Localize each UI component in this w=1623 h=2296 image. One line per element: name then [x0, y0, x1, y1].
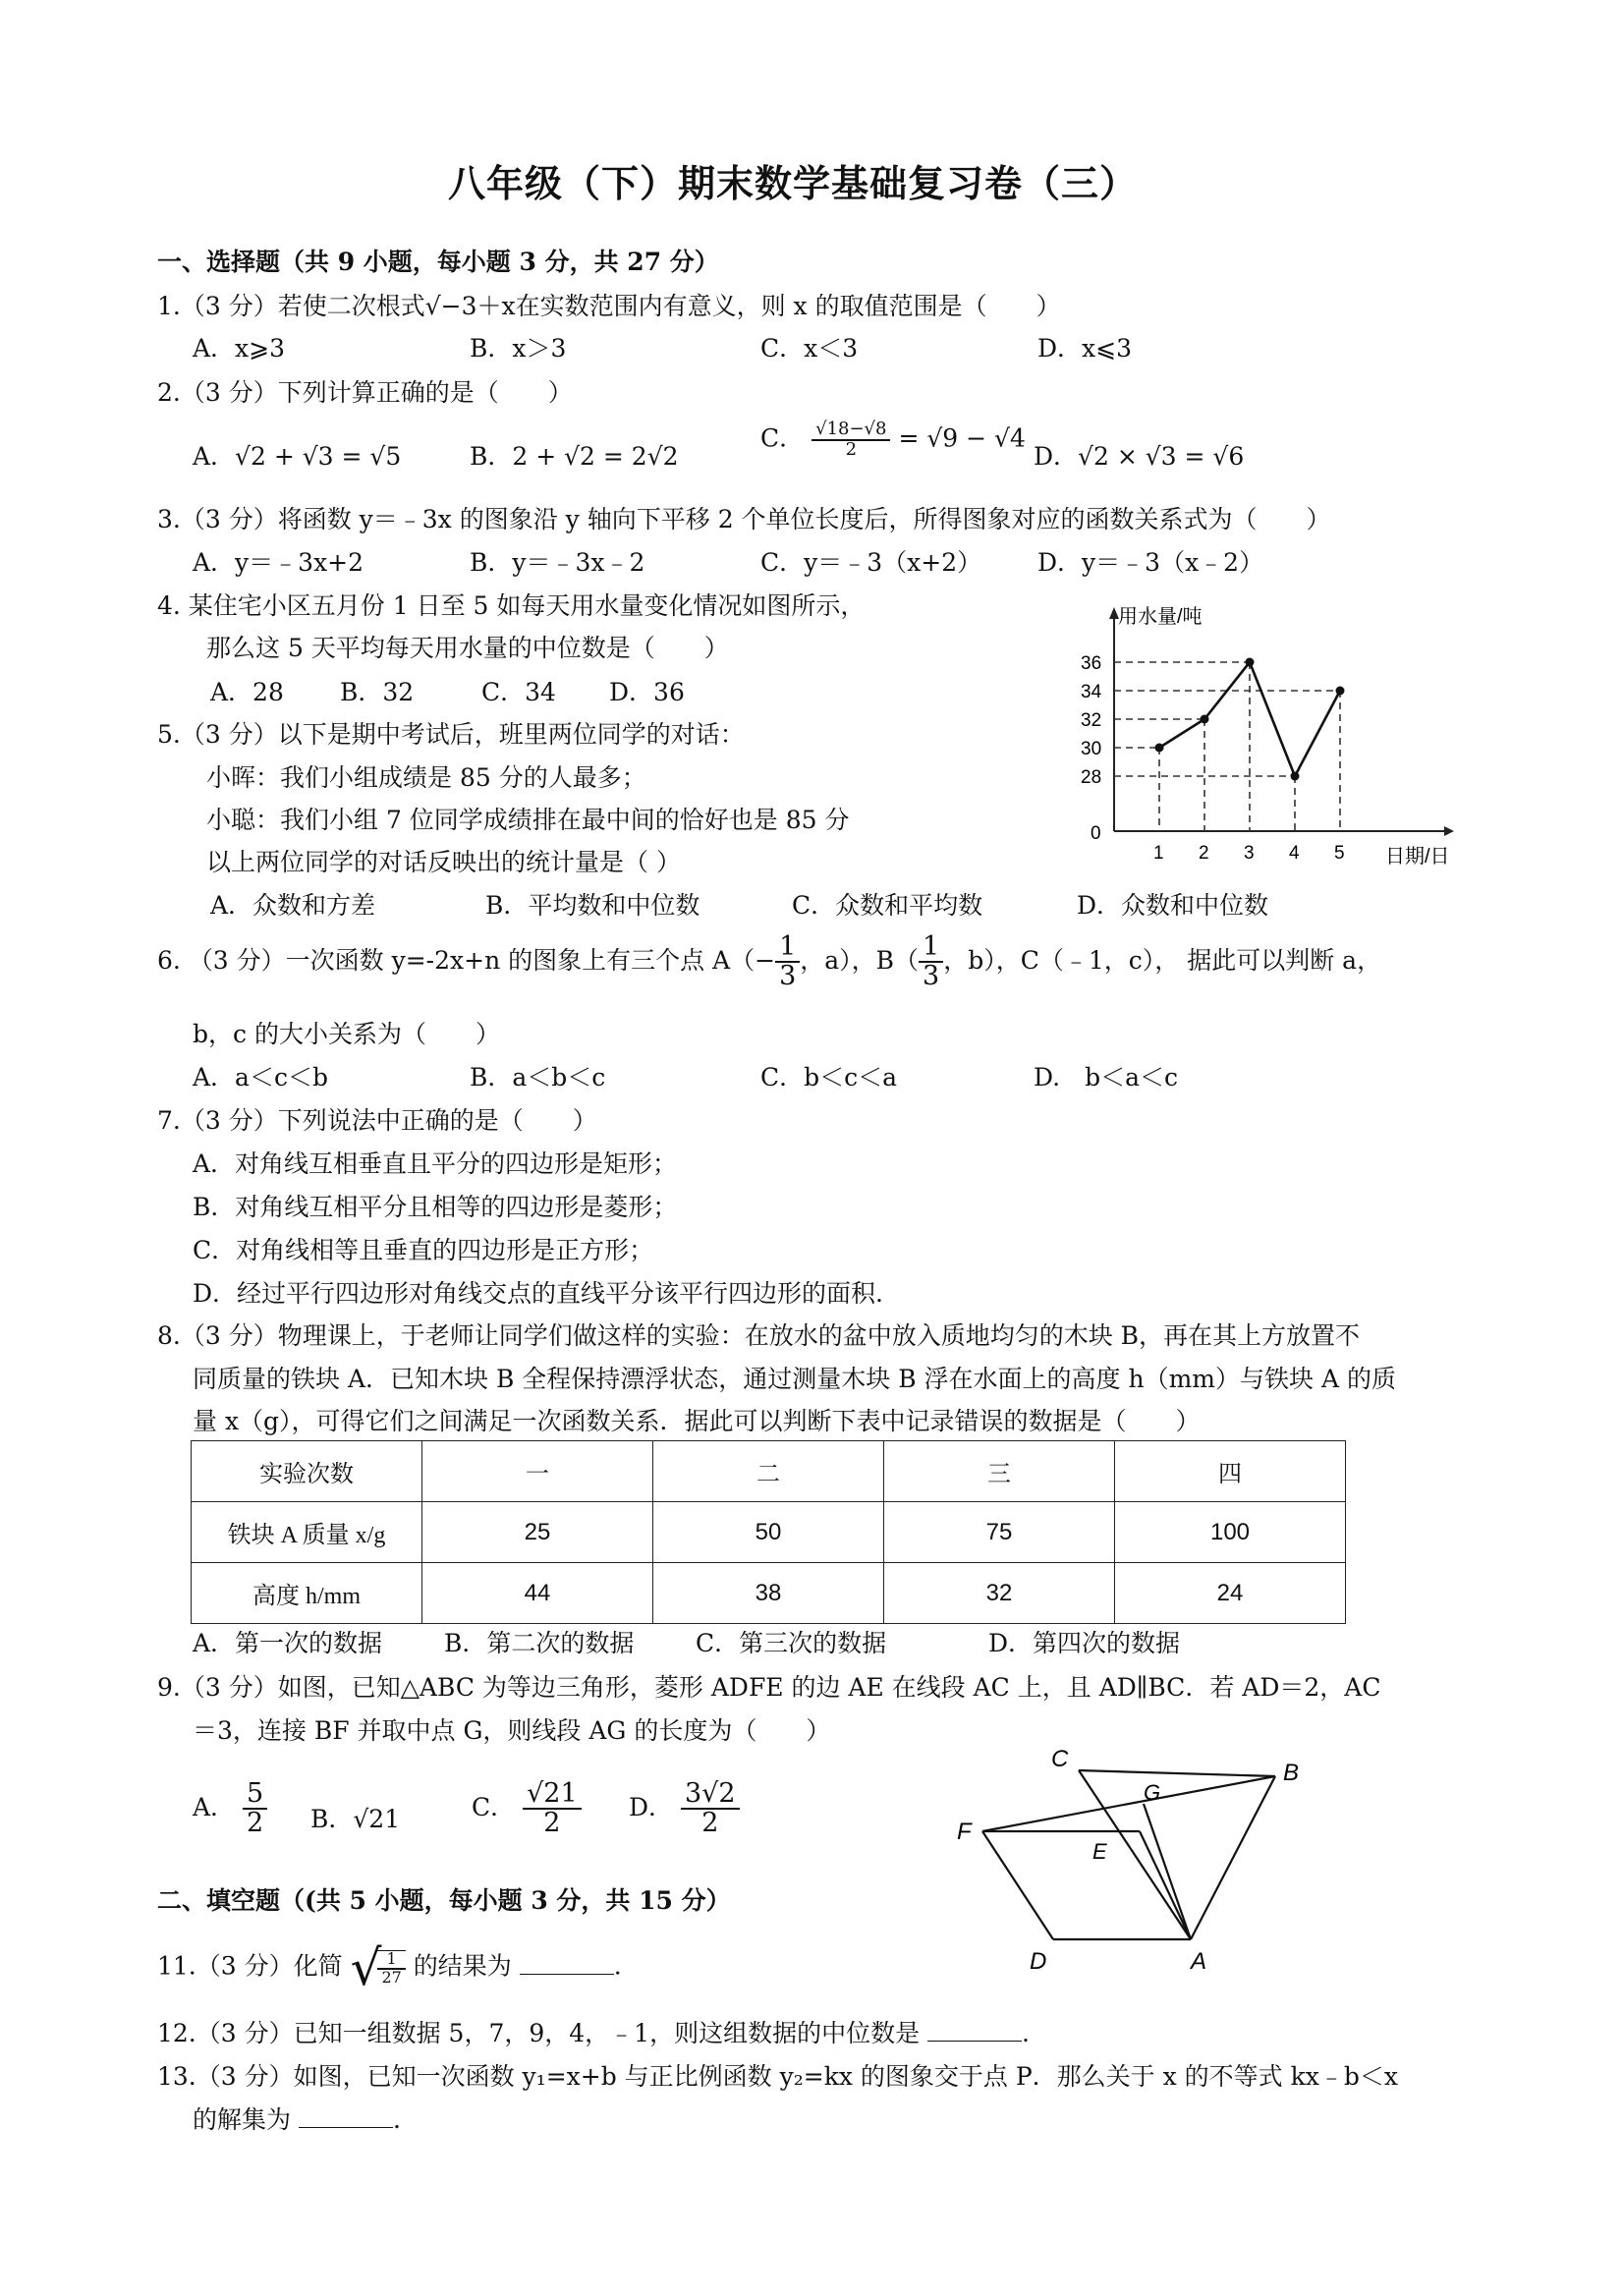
point-label-a: A	[1191, 1948, 1207, 1975]
radical-symbol: √	[350, 1939, 382, 1996]
q8-option-b[interactable]: B．第二次的数据	[444, 1629, 635, 1657]
table-cell: 100	[1115, 1502, 1346, 1563]
data-point	[1336, 687, 1345, 696]
table-cell: 25	[422, 1502, 653, 1563]
q8-option-d[interactable]: D．第四次的数据	[988, 1629, 1181, 1657]
q3-option-b[interactable]: B．y＝﹣3x﹣2	[470, 548, 645, 577]
fraction-numerator: √21	[523, 1780, 582, 1810]
q9-option-a-fraction	[243, 1780, 267, 1838]
q6-text-2: ，a），B（	[800, 945, 920, 975]
q6-option-a[interactable]: A．a＜c＜b	[193, 1063, 328, 1092]
q9-option-c-fraction	[523, 1780, 582, 1838]
fraction-numerator: 3√2	[681, 1780, 740, 1810]
q9-option-d-prefix: D．	[629, 1792, 674, 1821]
q13-text: 的解集为	[193, 2105, 292, 2134]
section-heading-choice: 一、选择题（共 9 小题，每小题 3 分，共 27 分）	[157, 248, 719, 276]
table-header-cell: 二	[653, 1441, 884, 1502]
q7-option-b[interactable]: B．对角线互相平分且相等的四边形是菱形；	[193, 1193, 678, 1221]
x-tick-label: 4	[1289, 843, 1300, 864]
question-4-line2: 那么这 5 天平均每天用水量的中位数是（ ）	[206, 634, 729, 662]
q6-option-d[interactable]: D. b＜a＜c	[1034, 1063, 1179, 1092]
question-8: 8.（3 分）物理课上，于老师让同学们做这样的实验：在放水的盆中放入质地均匀的木块 B，再在其上方放置不	[157, 1321, 1361, 1350]
q2-option-c-suffix: = √9 − √4	[898, 423, 1026, 453]
point-label-g: G	[1144, 1780, 1161, 1805]
q4-option-d[interactable]: D．36	[609, 678, 685, 706]
q13-answer-blank[interactable]	[299, 2103, 393, 2128]
question-5-line2: 小晖：我们小组成绩是 85 分的人最多；	[206, 763, 646, 792]
q5-option-a[interactable]: A．众数和方差	[210, 891, 376, 920]
question-6-line2: b，c 的大小关系为（ ）	[193, 1020, 500, 1048]
x-tick-label: 1	[1153, 843, 1164, 864]
q4-option-b[interactable]: B．32	[340, 678, 415, 706]
q12-answer-blank[interactable]	[927, 2017, 1022, 2042]
q6-option-c[interactable]: C．b＜c＜a	[760, 1063, 898, 1092]
q1-option-b[interactable]: B．x＞3	[470, 334, 567, 363]
question-9: 9.（3 分）如图，已知△ABC 为等边三角形，菱形 ADFE 的边 AE 在线段 AC 上，且 AD∥BC．若 AD＝2，AC	[157, 1673, 1381, 1702]
experiment-table	[191, 1440, 1346, 1624]
q8-option-a[interactable]: A．第一次的数据	[193, 1629, 383, 1657]
water-usage-chart	[1061, 599, 1464, 874]
q4-option-a[interactable]: A．28	[210, 678, 284, 706]
q9-option-a[interactable]	[193, 1780, 267, 1838]
rhombus-triangle-figure	[943, 1749, 1316, 1985]
data-point	[1201, 715, 1209, 724]
q11-suffix: 的结果为	[413, 1951, 512, 1981]
question-12: 12.（3 分）已知一组数据 5，7，9，4，﹣1，则这组数据的中位数是 .	[157, 2019, 1030, 2047]
q2-option-a[interactable]: A．√2 + √3 = √5	[193, 442, 402, 471]
q1-option-a[interactable]: A．x⩾3	[193, 334, 286, 363]
question-3: 3.（3 分）将函数 y＝﹣3x 的图象沿 y 轴向下平移 2 个单位长度后，所得图象对应的函数关系式为（ ）	[157, 505, 1331, 533]
x-axis-label: 日期/日	[1385, 846, 1450, 868]
q2-option-c[interactable]	[760, 420, 1026, 460]
x-tick-label: 2	[1199, 843, 1209, 864]
q7-option-a[interactable]: A．对角线互相垂直且平分的四边形是矩形；	[193, 1149, 678, 1178]
table-header-cell: 四	[1115, 1441, 1346, 1502]
q6-fraction-a	[775, 933, 800, 991]
data-point	[1155, 744, 1164, 753]
data-point	[1291, 772, 1300, 781]
q9-option-c-prefix: C．	[472, 1792, 516, 1821]
q11-answer-blank[interactable]	[520, 1950, 614, 1975]
q2-option-c-fraction	[812, 420, 890, 460]
question-13: 13.（3 分）如图，已知一次函数 y₁=x+b 与正比例函数 y₂=kx 的图象交于点 P．那么关于 x 的不等式 kx﹣b＜x	[157, 2062, 1398, 2091]
fraction-denominator: 3	[779, 961, 797, 992]
q11-prefix: 11.（3 分）化简	[157, 1951, 343, 1981]
q5-option-c[interactable]: C．众数和平均数	[792, 891, 983, 920]
q9-option-d-fraction	[681, 1780, 740, 1838]
q1-option-d[interactable]: D．x⩽3	[1037, 334, 1132, 363]
q3-option-c[interactable]: C．y＝﹣3（x+2）	[760, 548, 982, 577]
q9-option-b[interactable]: B．√21	[310, 1805, 401, 1833]
fraction-numerator: 1	[377, 1951, 405, 1970]
fraction-denominator: 2	[701, 1808, 719, 1839]
q11-radicand-fraction	[377, 1950, 405, 1987]
q4-option-c[interactable]: C．34	[481, 678, 556, 706]
point-label-d: D	[1030, 1948, 1047, 1975]
q8-option-c[interactable]: C．第三次的数据	[696, 1629, 887, 1657]
q1-option-c[interactable]: C．x＜3	[760, 334, 859, 363]
q9-option-c[interactable]	[472, 1780, 582, 1838]
table-cell: 50	[653, 1502, 884, 1563]
question-8-line2: 同质量的铁块 A．已知木块 B 全程保持漂浮状态，通过测量木块 B 浮在水面上的高度 h（mm）与铁块 A 的质	[193, 1365, 1396, 1393]
q5-option-b[interactable]: B．平均数和中位数	[485, 891, 700, 920]
point-label-b: B	[1283, 1760, 1300, 1786]
q9-option-d[interactable]	[629, 1780, 740, 1838]
question-9-line2: ＝3，连接 BF 并取中点 G，则线段 AG 的长度为（ ）	[193, 1716, 831, 1745]
q7-option-d[interactable]: D．经过平行四边形对角线交点的直线平分该平行四边形的面积.	[193, 1279, 883, 1308]
y-tick-label: 34	[1081, 682, 1102, 702]
table-cell: 铁块 A 质量 x/g	[192, 1502, 422, 1563]
q7-option-c[interactable]: C．对角线相等且垂直的四边形是正方形；	[193, 1236, 654, 1264]
q5-option-d[interactable]: D．众数和中位数	[1077, 891, 1269, 920]
q12-text: 12.（3 分）已知一组数据 5，7，9，4，﹣1，则这组数据的中位数是	[157, 2019, 921, 2047]
table-header-row	[192, 1441, 1346, 1502]
y-tick-label: 32	[1081, 710, 1102, 731]
question-5-line4: 以上两位同学的对话反映出的统计量是（ ）	[206, 848, 681, 876]
fraction-denominator: 3	[923, 961, 940, 992]
table-cell: 高度 h/mm	[192, 1563, 422, 1624]
section-heading-fill: 二、填空题（(共 5 小题，每小题 3 分，共 15 分）	[157, 1886, 731, 1915]
origin-label: 0	[1091, 823, 1101, 844]
question-6	[157, 933, 1381, 991]
q6-text-1: 6. （3 分）一次函数 y=-2x+n 的图象上有三个点 A（−	[157, 945, 776, 975]
q2-option-b[interactable]: B．2 + √2 = 2√2	[470, 442, 679, 471]
fraction-denominator: 2	[845, 438, 858, 460]
q6-option-b[interactable]: B．a＜b＜c	[470, 1063, 606, 1092]
y-tick-label: 28	[1081, 767, 1102, 788]
y-tick-label: 30	[1081, 739, 1102, 759]
x-tick-label: 3	[1244, 843, 1255, 864]
table-header-cell: 一	[422, 1441, 653, 1502]
table-row	[192, 1563, 1346, 1624]
question-1: 1.（3 分）若使二次根式√−3＋x在实数范围内有意义，则 x 的取值范围是（ ）	[157, 292, 1061, 320]
fraction-numerator: 1	[775, 933, 800, 963]
table-cell: 44	[422, 1563, 653, 1624]
data-point	[1246, 658, 1255, 667]
fraction-denominator: 2	[247, 1808, 264, 1839]
point-label-f: F	[957, 1819, 972, 1845]
table-cell: 75	[884, 1502, 1115, 1563]
fraction-denominator: 2	[543, 1808, 561, 1839]
x-tick-label: 5	[1334, 843, 1345, 864]
q2-option-c-prefix: C．	[760, 423, 805, 453]
y-axis-label: 用水量/吨	[1118, 606, 1203, 628]
q6-text-3: ，b），C（﹣1，c）， 据此可以判断 a，	[943, 945, 1382, 975]
question-13-line2: 的解集为 .	[193, 2105, 401, 2134]
fraction-numerator: 5	[243, 1780, 267, 1810]
x-axis-arrow	[1444, 826, 1454, 836]
q3-option-a[interactable]: A．y＝﹣3x+2	[193, 548, 364, 577]
point-label-e: E	[1092, 1839, 1107, 1864]
fraction-numerator: 1	[919, 933, 943, 963]
fraction-numerator: √18−√8	[812, 420, 890, 441]
table-header-cell: 三	[884, 1441, 1115, 1502]
q6-fraction-b	[919, 933, 943, 991]
q9-option-a-prefix: A．	[193, 1792, 236, 1821]
question-8-line3: 量 x（g），可得它们之间满足一次函数关系．据此可以判断下表中记录错误的数据是（ ）	[193, 1407, 1201, 1435]
y-tick-label: 36	[1081, 653, 1102, 674]
fraction-denominator: 27	[381, 1967, 402, 1987]
page-title: 八年级（下）期末数学基础复习卷（三）	[448, 161, 1139, 205]
table-cell: 38	[653, 1563, 884, 1624]
table-header-cell: 实验次数	[192, 1441, 422, 1502]
point-label-c: C	[1051, 1749, 1069, 1772]
question-11: 11.（3 分）化简 √ $\frac{1}{27}$ 的结果为 .	[157, 1939, 622, 1996]
q2-option-d[interactable]: D．√2 × √3 = √6	[1034, 442, 1245, 471]
question-5: 5.（3 分）以下是期中考试后，班里两位同学的对话：	[157, 720, 745, 749]
q3-option-d[interactable]: D．y＝﹣3（x﹣2）	[1037, 548, 1264, 577]
question-7: 7.（3 分）下列说法中正确的是（ ）	[157, 1106, 597, 1135]
question-5-line3: 小聪：我们小组 7 位同学成绩排在最中间的恰好也是 85 分	[206, 806, 850, 834]
table-cell: 24	[1115, 1563, 1346, 1624]
table-row	[192, 1502, 1346, 1563]
table-cell: 32	[884, 1563, 1115, 1624]
question-4: 4. 某住宅小区五月份 1 日至 5 如每天用水量变化情况如图所示，	[157, 591, 866, 620]
question-2: 2.（3 分）下列计算正确的是（ ）	[157, 378, 573, 407]
